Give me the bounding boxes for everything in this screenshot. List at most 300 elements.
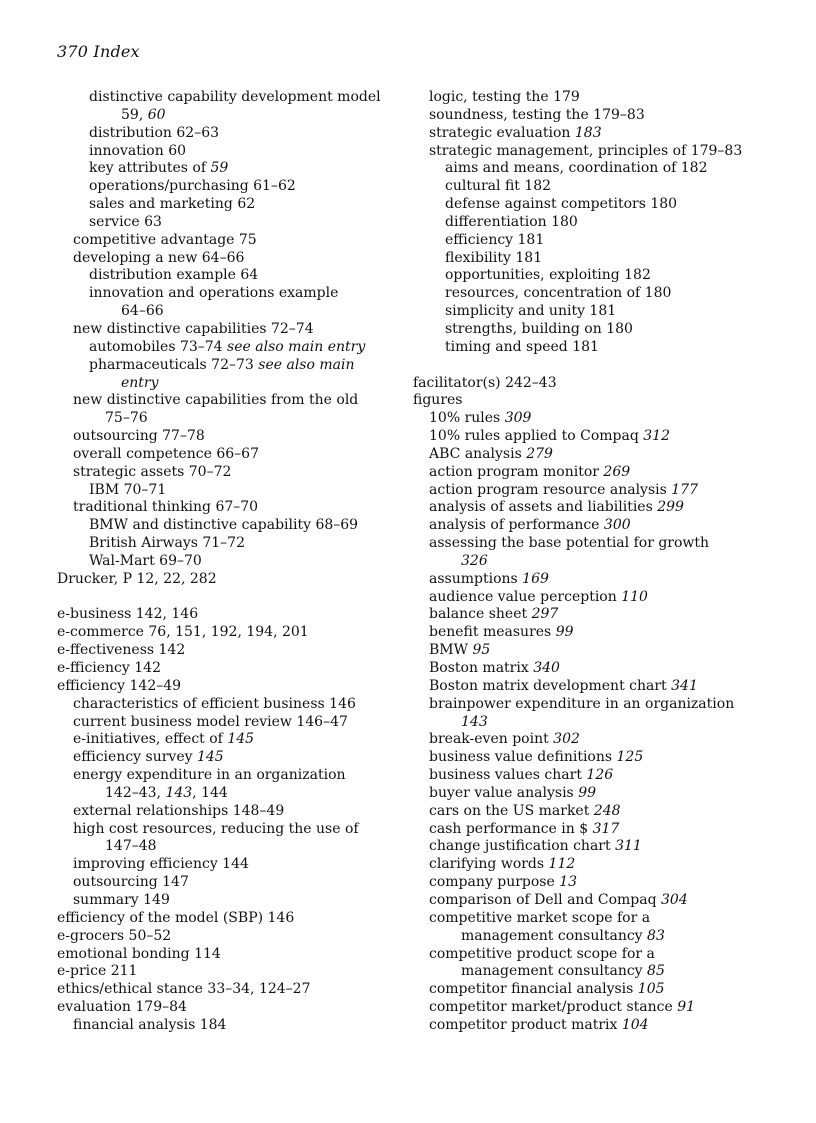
index-entry <box>413 178 758 196</box>
index-entry-text <box>429 910 758 928</box>
index-entry-text <box>429 624 758 642</box>
index-entry-text <box>429 803 758 821</box>
index-entry-term: innovation and operations example <box>89 285 339 302</box>
index-entry <box>413 999 758 1017</box>
index-entry-text <box>429 482 758 500</box>
index-entry-term: brainpower expenditure in an organization <box>429 695 735 712</box>
index-entry-term: strategic assets 70–72 <box>73 463 232 480</box>
index-entry-text <box>429 874 758 892</box>
index-entry <box>413 624 758 642</box>
index-entry-term: competitive market scope for a <box>429 909 651 926</box>
index-entry-figure-page: 85 <box>647 963 665 980</box>
index-entry-text <box>429 767 758 785</box>
index-entry-text <box>89 357 402 375</box>
index-entry <box>57 714 402 732</box>
index-entry-figure-page: 105 <box>637 981 665 998</box>
index-entry-figure-page: 110 <box>621 588 648 605</box>
index-entry-text <box>89 285 402 303</box>
index-entry-figure-page: 59 <box>210 160 229 177</box>
index-entry <box>413 535 758 571</box>
index-entry-text <box>413 392 758 410</box>
index-entry-term: traditional thinking 67–70 <box>73 499 259 516</box>
index-entry-continuation-text: 59, <box>121 106 148 123</box>
index-entry-text <box>429 642 758 660</box>
index-entry-term: figures <box>413 392 463 409</box>
index-entry <box>413 731 758 749</box>
index-entry-figure-page: 299 <box>657 499 684 516</box>
index-entry-figure-page: 312 <box>643 428 670 445</box>
index-entry-term: company purpose <box>429 874 560 891</box>
index-entry <box>57 928 402 946</box>
index-entry <box>57 1017 402 1035</box>
index-entry <box>413 267 758 285</box>
index-entry-term: high cost resources, reducing the use of <box>73 820 359 837</box>
index-entry <box>57 553 402 571</box>
index-entry-text <box>429 660 758 678</box>
index-entry <box>57 499 402 517</box>
index-entry-term: automobiles 73–74 <box>89 338 228 355</box>
index-entry-text <box>429 838 758 856</box>
index-entry <box>57 232 402 250</box>
index-entry-text <box>89 553 402 571</box>
index-entry-text <box>57 660 402 678</box>
index-entry-text <box>57 999 402 1017</box>
index-entry-continuation-text: 142–43, <box>105 784 166 801</box>
index-entry-term: business value definitions <box>429 749 617 766</box>
index-entry-text <box>73 714 402 732</box>
index-entry-text <box>73 392 402 410</box>
index-entry <box>57 963 402 981</box>
index-entry <box>413 410 758 428</box>
index-entry <box>413 821 758 839</box>
index-entry-term: overall competence 66–67 <box>73 445 259 462</box>
index-entry-term: competitor market/product stance <box>429 999 678 1016</box>
index-entry-text <box>73 464 402 482</box>
index-entry-term: improving efficiency 144 <box>73 856 249 873</box>
index-entry-text <box>57 946 402 964</box>
index-entry-continuation-text: 75–76 <box>105 410 148 427</box>
index-entry <box>57 160 402 178</box>
index-entry-term: British Airways 71–72 <box>89 535 245 552</box>
index-entry <box>57 392 402 428</box>
index-entry-term: e-ffectiveness 142 <box>57 642 186 659</box>
index-entry-term: competitor financial analysis <box>429 981 638 998</box>
index-entry-term: 10% rules <box>429 410 505 427</box>
index-entry-term: IBM 70–71 <box>89 481 167 498</box>
index-entry-text <box>57 624 402 642</box>
index-entry-text <box>429 856 758 874</box>
index-entry-term: assessing the base potential for growth <box>429 535 710 552</box>
index-entry-term: ethics/ethical stance 33–34, 124–27 <box>57 981 311 998</box>
index-entry-term: developing a new 64–66 <box>73 249 245 266</box>
index-entry <box>57 446 402 464</box>
index-entry-text <box>429 89 758 107</box>
index-entry-text <box>429 1017 758 1035</box>
index-entry-text <box>89 214 402 232</box>
index-entry-term: action program resource analysis <box>429 481 672 498</box>
index-entry-text <box>89 143 402 161</box>
index-entry-term: strengths, building on 180 <box>445 320 633 337</box>
index-entry <box>57 821 402 857</box>
index-entry <box>413 196 758 214</box>
index-entry-term: cultural fit 182 <box>445 178 552 195</box>
index-entry-text <box>429 428 758 446</box>
index-entry <box>57 606 402 624</box>
index-entry-term: operations/purchasing 61–62 <box>89 178 296 195</box>
index-entry-term: energy expenditure in an organization <box>73 767 346 784</box>
index-entry <box>57 946 402 964</box>
index-entry-term: buyer value analysis <box>429 784 579 801</box>
index-entry-term: analysis of assets and liabilities <box>429 499 658 516</box>
index-entry-figure-page: 302 <box>553 731 580 748</box>
index-entry <box>57 196 402 214</box>
index-entry <box>57 339 402 357</box>
index-entry-text <box>429 821 758 839</box>
index-entry-text <box>89 178 402 196</box>
index-entry-text <box>429 981 758 999</box>
index-entry-text <box>73 731 402 749</box>
index-entry-text <box>57 963 402 981</box>
index-entry <box>57 143 402 161</box>
index-entry-continuation <box>429 714 758 732</box>
index-entry <box>413 321 758 339</box>
index-entry-text <box>429 464 758 482</box>
index-entry-text <box>445 339 758 357</box>
index-entry-term: new distinctive capabilities 72–74 <box>73 320 314 337</box>
index-entry-term: Boston matrix <box>429 660 534 676</box>
index-entry-figure-page: 145 <box>227 731 255 748</box>
index-entry-text <box>57 678 402 696</box>
index-entry-term: strategic management, principles of 179–83 <box>429 142 743 159</box>
index-entry <box>57 428 402 446</box>
index-entry <box>57 321 402 339</box>
index-entry-term: characteristics of efficient business 146 <box>73 695 356 712</box>
index-entry <box>413 785 758 803</box>
index-entry-term: ABC analysis <box>429 445 527 462</box>
index-entry-text <box>89 267 402 285</box>
index-entry <box>413 499 758 517</box>
index-entry <box>57 571 402 589</box>
index-entry <box>413 285 758 303</box>
index-entry-continuation-text: management consultancy <box>461 927 648 944</box>
index-entry-term: analysis of performance <box>429 517 604 534</box>
index-entry <box>413 160 758 178</box>
index-entry-term: comparison of Dell and Compaq <box>429 891 661 908</box>
index-entry-term: clarifying words <box>429 856 549 873</box>
index-entry-text <box>73 232 402 250</box>
index-entry-text <box>73 803 402 821</box>
index-entry <box>413 89 758 107</box>
index-entry <box>413 232 758 250</box>
index-entry <box>57 357 402 393</box>
index-entry-term: balance sheet <box>429 606 532 623</box>
index-entry <box>413 678 758 696</box>
index-entry-text <box>73 499 402 517</box>
index-entry-continuation-text: management consultancy <box>461 963 648 980</box>
index-entry <box>413 981 758 999</box>
index-entry-figure-page: see also main entry <box>227 338 366 355</box>
index-entry-text <box>429 517 758 535</box>
index-entry-text <box>57 928 402 946</box>
index-entry <box>57 250 402 268</box>
index-entry-term: timing and speed 181 <box>445 338 599 355</box>
index-entry-term: Boston matrix development chart <box>429 677 672 694</box>
index-entry-term: competitive product scope for a <box>429 945 655 962</box>
index-entry-term: emotional bonding 114 <box>57 945 221 962</box>
index-entry-text <box>413 375 758 393</box>
index-entry-figure-page: 99 <box>555 624 574 641</box>
index-entry-text <box>429 446 758 464</box>
index-entry-figure-page: 112 <box>548 856 576 873</box>
index-entry <box>413 339 758 357</box>
index-entry-term: BMW <box>429 642 473 659</box>
index-entry-term: facilitator(s) 242–43 <box>413 374 557 391</box>
index-entry-text <box>429 606 758 624</box>
index-section-gap <box>413 357 758 375</box>
index-entry-text <box>429 749 758 767</box>
index-entry-term: key attributes of <box>89 160 211 177</box>
index-entry <box>413 589 758 607</box>
index-entry-text <box>429 946 758 964</box>
index-entry-text <box>89 339 402 357</box>
index-entry-text <box>445 196 758 214</box>
index-entry-text <box>73 446 402 464</box>
index-entry-text <box>429 678 758 696</box>
index-entry <box>57 731 402 749</box>
index-entry-text <box>429 143 758 161</box>
index-entry-text <box>429 589 758 607</box>
index-entry-text <box>445 250 758 268</box>
index-entry-text <box>429 125 758 143</box>
index-entry-text <box>57 642 402 660</box>
index-entry-figure-page: 317 <box>592 820 620 837</box>
index-entry-term: break-even point <box>429 731 554 748</box>
index-entry-text <box>429 785 758 803</box>
index-entry <box>413 660 758 678</box>
index-entry-term: 10% rules applied to Compaq <box>429 428 644 445</box>
index-entry-term: summary 149 <box>73 891 170 908</box>
index-entry <box>413 143 758 161</box>
index-entry-figure-page: 83 <box>647 927 665 944</box>
index-entry <box>413 1017 758 1035</box>
index-entry <box>413 250 758 268</box>
index-entry-term: competitive advantage 75 <box>73 231 257 248</box>
index-entry <box>57 678 402 696</box>
index-entry-text <box>89 482 402 500</box>
index-section-gap <box>57 589 402 607</box>
index-entry <box>57 767 402 803</box>
index-entry <box>413 571 758 589</box>
index-entry-term: pharmaceuticals 72–73 <box>89 356 259 373</box>
index-entry-continuation <box>73 785 402 803</box>
index-entry <box>57 874 402 892</box>
index-entry-term: defense against competitors 180 <box>445 196 678 213</box>
index-entry <box>57 910 402 928</box>
index-entry-figure-page: entry <box>121 374 159 391</box>
index-entry <box>57 214 402 232</box>
index-entry-text <box>429 999 758 1017</box>
index-entry <box>413 946 758 982</box>
index-entry-term: strategic evaluation <box>429 124 575 141</box>
index-entry-term: e-business 142, 146 <box>57 606 199 623</box>
index-entry-text <box>429 571 758 589</box>
index-entry-text <box>73 749 402 767</box>
index-entry-continuation <box>429 928 758 946</box>
index-entry-term: efficiency survey <box>73 749 197 766</box>
index-entry-text <box>429 499 758 517</box>
index-entry <box>413 125 758 143</box>
index-entry <box>57 482 402 500</box>
index-entry-figure-page: 309 <box>504 410 532 427</box>
index-entry-continuation <box>429 553 758 571</box>
index-entry-term: efficiency of the model (SBP) 146 <box>57 909 295 926</box>
index-entry <box>413 642 758 660</box>
index-entry-term: logic, testing the 179 <box>429 89 580 105</box>
index-entry-figure-page: 311 <box>615 838 642 855</box>
index-entry <box>413 464 758 482</box>
index-entry <box>57 267 402 285</box>
index-entry-term: Drucker, P 12, 22, 282 <box>57 570 217 587</box>
index-entry-continuation <box>73 410 402 428</box>
index-entry-text <box>89 125 402 143</box>
index-entry-figure-page: 169 <box>522 570 549 587</box>
index-entry-figure-page: see also main <box>258 356 355 373</box>
index-entry-figure-page: 297 <box>531 606 559 623</box>
index-entry-text <box>429 107 758 125</box>
index-entry-text <box>73 1017 402 1035</box>
index-entry <box>57 125 402 143</box>
index-entry <box>413 910 758 946</box>
index-entry-text <box>73 767 402 785</box>
index-entry-term: soundness, testing the 179–83 <box>429 106 645 123</box>
index-entry-continuation <box>89 375 402 393</box>
index-entry-figure-page: 177 <box>671 481 698 498</box>
index-entry-figure-page: 304 <box>661 891 688 908</box>
index-entry <box>57 696 402 714</box>
index-entry-term: resources, concentration of 180 <box>445 285 672 302</box>
index-entry-text <box>445 285 758 303</box>
index-entry <box>413 428 758 446</box>
index-entry-term: cash performance in $ <box>429 820 593 837</box>
index-entry-text <box>445 178 758 196</box>
index-entry-term: audience value perception <box>429 588 622 605</box>
index-entry-term: current business model review 146–47 <box>73 713 348 730</box>
index-entry-term: competitor product matrix <box>429 1016 622 1033</box>
index-entry-text <box>89 196 402 214</box>
index-entry-figure-page: 300 <box>603 517 631 534</box>
index-entry-figure-page: 143 <box>165 784 193 801</box>
index-entry-term: efficiency 181 <box>445 231 545 248</box>
index-entry-term: differentiation 180 <box>445 213 578 230</box>
index-entry <box>57 856 402 874</box>
index-entry <box>413 446 758 464</box>
index-entry <box>413 606 758 624</box>
index-entry <box>413 696 758 732</box>
index-entry-text <box>89 160 402 178</box>
index-entry-term: flexibility 181 <box>445 249 543 266</box>
index-entry <box>413 838 758 856</box>
index-entry-continuation-text: 64–66 <box>121 303 164 320</box>
index-entry-text <box>73 856 402 874</box>
index-entry-term: evaluation 179–84 <box>57 999 187 1016</box>
index-entry-figure-page: 104 <box>621 1016 649 1033</box>
index-entry-term: sales and marketing 62 <box>89 196 256 213</box>
index-entry-text <box>445 232 758 250</box>
index-entry-term: service 63 <box>89 213 162 230</box>
index-entry-term: distribution example 64 <box>89 267 259 284</box>
index-entry-text <box>57 981 402 999</box>
index-entry <box>57 178 402 196</box>
index-entry <box>57 464 402 482</box>
index-entry-term: business values chart <box>429 767 587 784</box>
index-entry <box>57 981 402 999</box>
index-entry-text <box>57 571 402 589</box>
index-entry <box>413 517 758 535</box>
index-entry-figure-page: 13 <box>559 874 578 891</box>
index-entry-term: e-commerce 76, 151, 192, 194, 201 <box>57 624 309 641</box>
index-entry-text <box>429 535 758 553</box>
index-entry <box>57 624 402 642</box>
index-entry-term: aims and means, coordination of 182 <box>445 160 708 177</box>
index-entry <box>413 214 758 232</box>
index-entry <box>413 803 758 821</box>
index-entry-figure-page: 248 <box>593 802 621 819</box>
index-entry-term: assumptions <box>429 570 523 587</box>
index-entry-text <box>445 303 758 321</box>
index-entry-figure-page: 183 <box>574 124 602 141</box>
index-entry-figure-page: 99 <box>578 784 597 801</box>
index-entry-text <box>429 696 758 714</box>
index-entry <box>57 803 402 821</box>
index-entry-text <box>429 892 758 910</box>
index-entry <box>57 660 402 678</box>
index-entry-continuation <box>89 303 402 321</box>
index-entry-text <box>429 731 758 749</box>
index-entry-term: outsourcing 77–78 <box>73 428 205 445</box>
index-entry-term: e-price 211 <box>57 963 138 980</box>
index-entry-figure-page: 125 <box>616 749 644 766</box>
index-entry-figure-page: 340 <box>533 660 560 676</box>
index-entry-text <box>57 606 402 624</box>
index-entry-text <box>73 250 402 268</box>
index-entry-figure-page: 279 <box>526 445 553 462</box>
index-entry-figure-page: 269 <box>603 463 631 480</box>
index-entry-continuation <box>89 107 402 125</box>
index-entry <box>413 303 758 321</box>
index-entry <box>413 892 758 910</box>
index-entry <box>413 392 758 410</box>
index-entry-term: cars on the US market <box>429 802 594 819</box>
index-entry <box>413 482 758 500</box>
index-entry-term: outsourcing 147 <box>73 874 189 891</box>
index-entry-term: new distinctive capabilities from the old <box>73 392 359 409</box>
index-entry <box>57 642 402 660</box>
index-entry <box>413 749 758 767</box>
index-entry <box>413 767 758 785</box>
index-entry-text <box>445 214 758 232</box>
index-entry-continuation-text: 147–48 <box>105 838 157 855</box>
index-entry <box>57 517 402 535</box>
index-entry-text <box>429 410 758 428</box>
index-column-left <box>57 89 402 1035</box>
index-entry-term: simplicity and unity 181 <box>445 303 617 320</box>
index-entry <box>57 285 402 321</box>
index-entry-term: innovation 60 <box>89 142 187 159</box>
index-entry-text <box>73 892 402 910</box>
index-entry <box>57 999 402 1017</box>
index-entry <box>413 856 758 874</box>
index-entry-term: BMW and distinctive capability 68–69 <box>89 517 359 534</box>
